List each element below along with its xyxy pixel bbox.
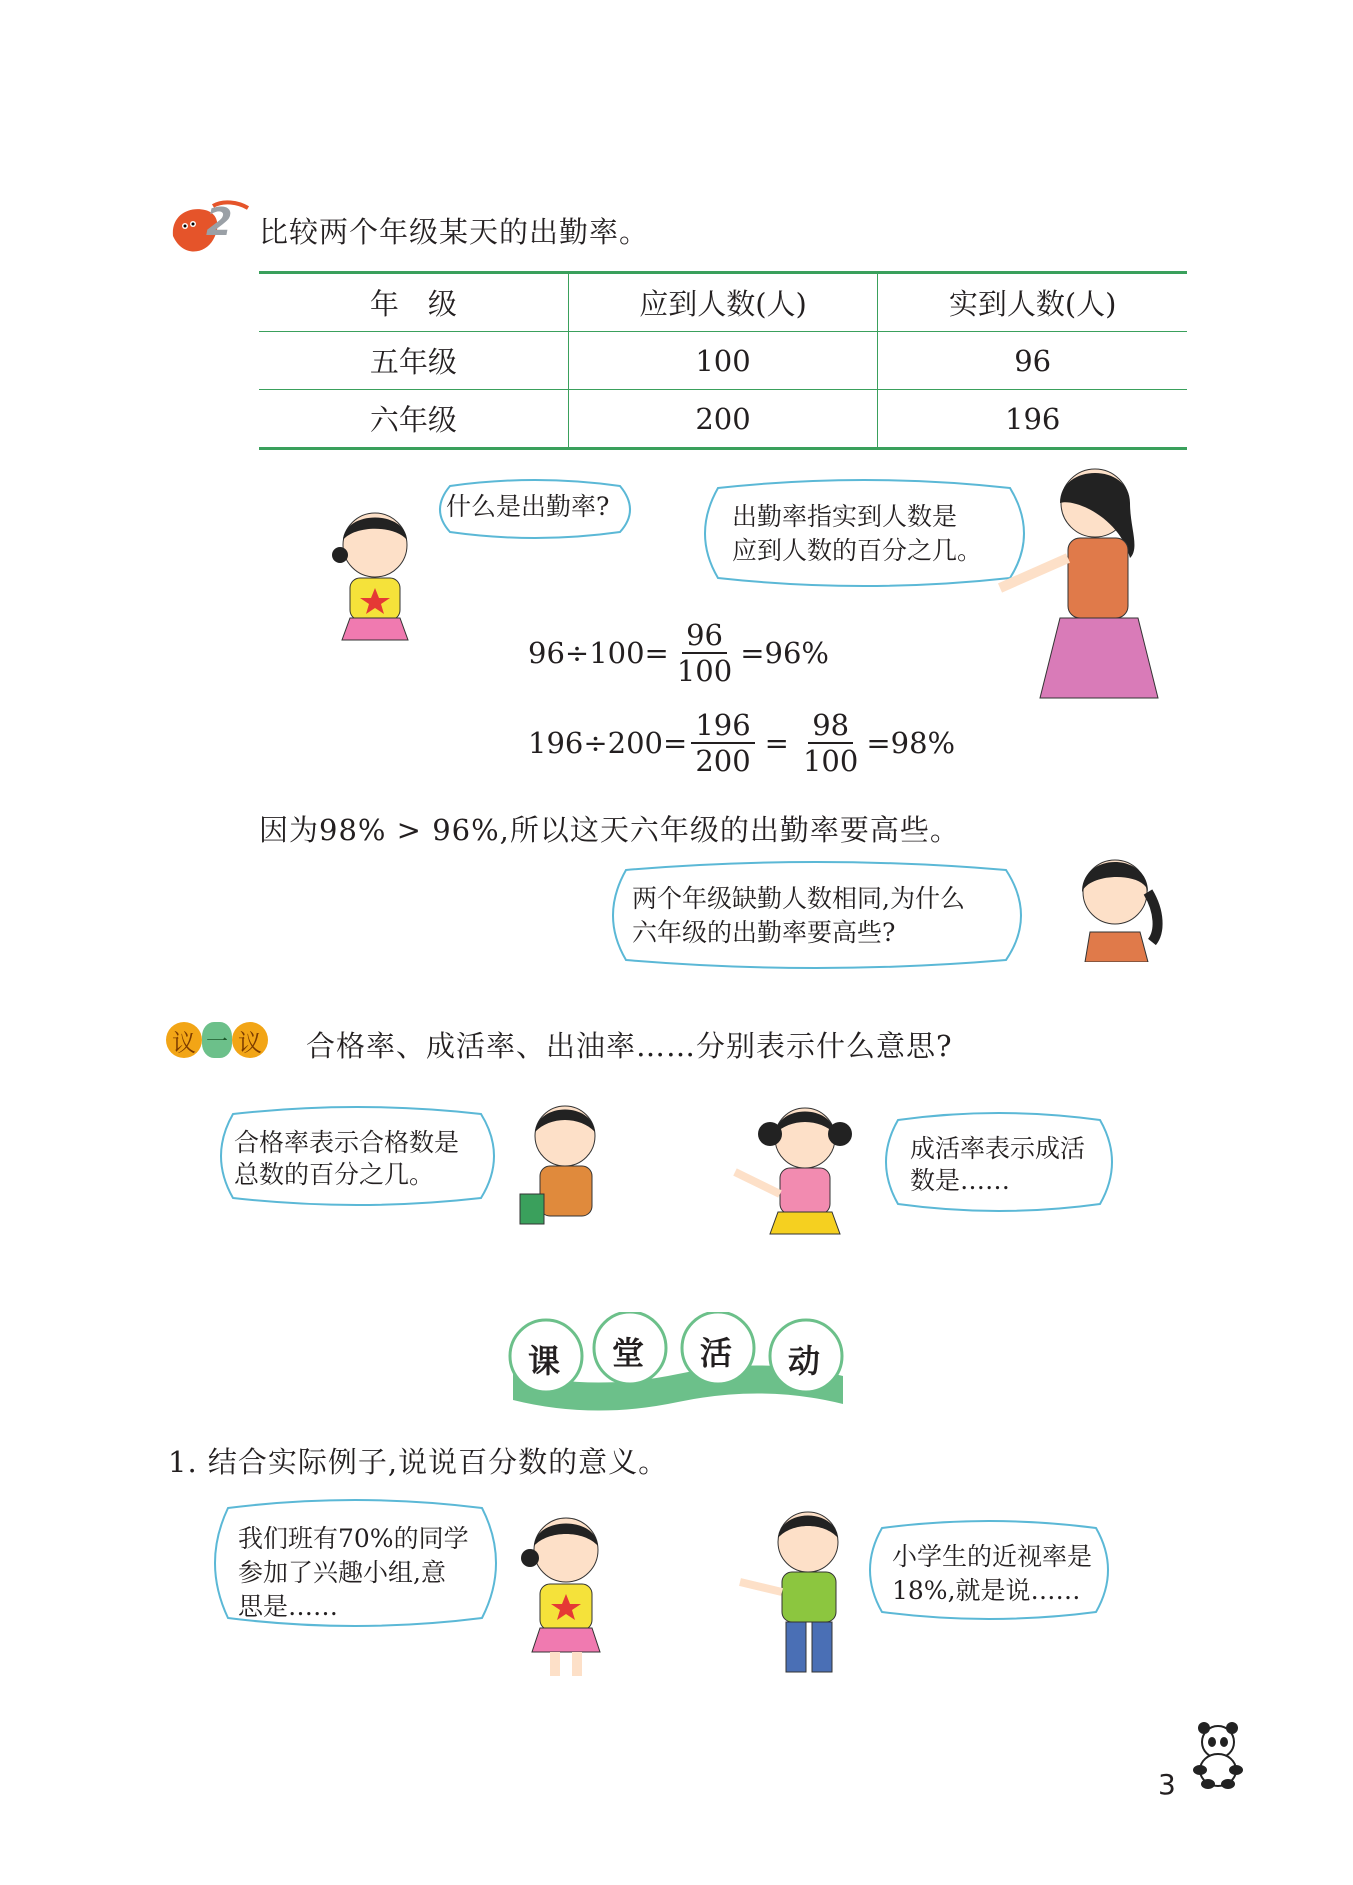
discuss-badge-char: 一 bbox=[202, 1022, 232, 1058]
activity-girl-line1: 我们班有70%的同学 bbox=[238, 1524, 469, 1553]
activity-boy-line1: 小学生的近视率是 bbox=[892, 1542, 1093, 1571]
calc2-rhs: =98% bbox=[866, 726, 956, 760]
table-header: 应到人数(人) bbox=[568, 274, 878, 331]
table-cell: 96 bbox=[877, 332, 1187, 389]
calc2-lhs: 196÷200= bbox=[528, 726, 688, 760]
table-row bbox=[259, 390, 1187, 450]
boy-illustration bbox=[510, 1094, 620, 1234]
panda-icon bbox=[1188, 1720, 1248, 1790]
activity-banner-char: 堂 bbox=[612, 1334, 645, 1372]
girl-answer-line1: 成活率表示成活 bbox=[910, 1134, 1086, 1163]
boy-answer-line2: 总数的百分之几。 bbox=[234, 1160, 435, 1189]
example-marker bbox=[163, 196, 253, 260]
page-number: 3 bbox=[1158, 1768, 1176, 1801]
conclusion-text: 因为98% > 96%,所以这天六年级的出勤率要高些。 bbox=[259, 813, 960, 847]
discuss-badge-char: 议 bbox=[166, 1022, 202, 1058]
fraction: $\frac{98}{100}$ bbox=[802, 708, 859, 778]
fraction: $\frac{196}{200}$ bbox=[691, 708, 754, 778]
calc2-eq: = bbox=[764, 726, 789, 760]
activity-banner-char: 活 bbox=[700, 1334, 733, 1372]
example-number: 2 bbox=[206, 200, 233, 244]
calculation-1 bbox=[528, 618, 829, 688]
activity-boy-line2: 18%,就是说…… bbox=[892, 1576, 1081, 1605]
girl-illustration bbox=[320, 500, 430, 650]
calc1-lhs: 96÷100= bbox=[528, 636, 669, 670]
activity-item-1: 1. 结合实际例子,说说百分数的意义。 bbox=[168, 1445, 669, 1479]
table-cell: 六年级 bbox=[369, 403, 457, 437]
table-header: 年 级 bbox=[369, 287, 457, 321]
table-header: 实到人数(人) bbox=[877, 274, 1187, 331]
table-header-row bbox=[259, 271, 1187, 332]
attendance-table bbox=[259, 271, 1187, 450]
activity-banner-char: 课 bbox=[528, 1342, 561, 1380]
table-cell: 100 bbox=[568, 332, 878, 389]
girl-question: 什么是出勤率? bbox=[446, 492, 610, 521]
activity-girl-line2: 参加了兴趣小组,意 bbox=[238, 1558, 446, 1587]
teacher-question-line2: 六年级的出勤率要高些? bbox=[632, 918, 896, 947]
activity-banner-char: 动 bbox=[788, 1342, 821, 1380]
example-title: 比较两个年级某天的出勤率。 bbox=[259, 215, 650, 249]
discuss-question: 合格率、成活率、出油率……分别表示什么意思? bbox=[306, 1029, 953, 1063]
table-cell: 196 bbox=[877, 390, 1187, 447]
table-cell: 200 bbox=[568, 390, 878, 447]
discuss-badge bbox=[166, 1022, 268, 1058]
girl-illustration bbox=[506, 1506, 626, 1686]
table-row bbox=[259, 332, 1187, 390]
activity-girl-line3: 思是…… bbox=[238, 1592, 339, 1621]
discuss-badge-char: 议 bbox=[232, 1022, 268, 1058]
teacher-illustration bbox=[980, 458, 1170, 708]
calc1-rhs: =96% bbox=[740, 636, 829, 670]
teacher-answer-line1: 出勤率指实到人数是 bbox=[732, 502, 958, 531]
boy-illustration bbox=[736, 1500, 866, 1685]
teacher-answer-line2: 应到人数的百分之几。 bbox=[732, 536, 983, 565]
teacher-question-line1: 两个年级缺勤人数相同,为什么 bbox=[632, 884, 965, 913]
boy-answer-line1: 合格率表示合格数是 bbox=[234, 1128, 460, 1157]
girl-illustration bbox=[730, 1094, 870, 1244]
teacher-portrait bbox=[1060, 842, 1170, 962]
girl-answer-line2: 数是…… bbox=[910, 1166, 1011, 1195]
fraction: $\frac{96}{100}$ bbox=[676, 618, 733, 688]
calculation-2 bbox=[528, 708, 955, 778]
table-cell: 五年级 bbox=[369, 345, 457, 379]
